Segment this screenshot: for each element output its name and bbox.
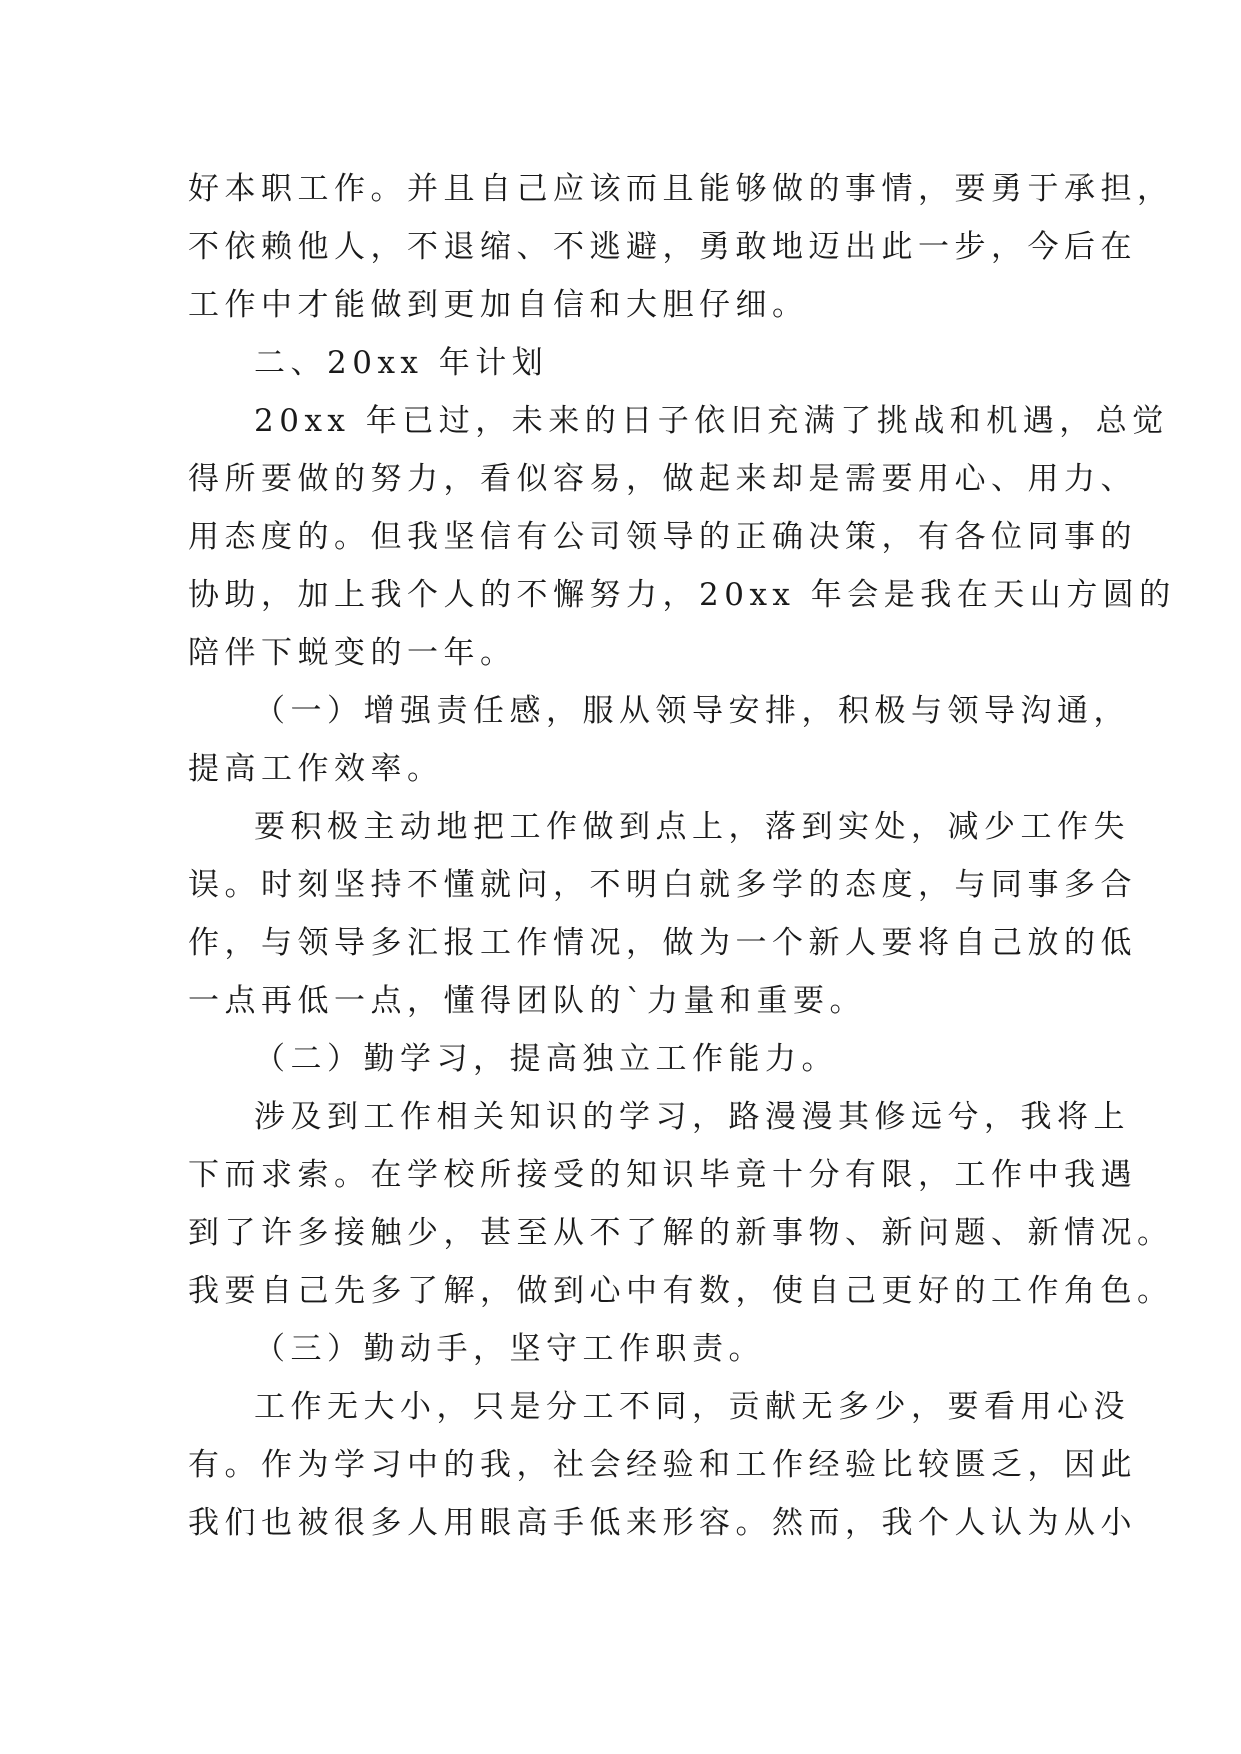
text-line: 下而求索。在学校所接受的知识毕竟十分有限，工作中我遇 [188,1157,1137,1193]
text-line: 20xx 年已过，未来的日子依旧充满了挑战和机遇，总觉 [254,403,1169,439]
text-line: 不依赖他人，不退缩、不逃避，勇敢地迈出此一步，今后在 [188,229,1137,265]
text-line: 到了许多接触少，甚至从不了解的新事物、新问题、新情况。 [188,1215,1174,1251]
document-body [188,160,1176,1552]
text-line: 我要自己先多了解，做到心中有数，使自己更好的工作角色。 [188,1273,1174,1309]
text-line: 工作无大小，只是分工不同，贡献无多少，要看用心没 [254,1389,1130,1425]
text-line: 误。时刻坚持不懂就问，不明白就多学的态度，与同事多合 [188,867,1137,903]
text-line: 我们也被很多人用眼高手低来形容。然而，我个人认为从小 [188,1505,1137,1541]
text-line: 提高工作效率。 [188,751,444,787]
text-line: 陪伴下蜕变的一年。 [188,635,517,671]
text-line: 得所要做的努力，看似容易，做起来却是需要用心、用力、 [188,461,1137,497]
text-line: 二、20xx 年计划 [254,345,549,381]
text-line: 涉及到工作相关知识的学习，路漫漫其修远兮，我将上 [254,1099,1130,1135]
text-line: 要积极主动地把工作做到点上，落到实处，减少工作失 [254,809,1130,845]
text-line: 一点再低一点，懂得团队的`力量和重要。 [188,983,866,1019]
text-line: 工作中才能做到更加自信和大胆仔细。 [188,287,809,323]
text-line: 用态度的。但我坚信有公司领导的正确决策，有各位同事的 [188,519,1137,555]
text-line: （一）增强责任感，服从领导安排，积极与领导沟通， [254,693,1130,729]
text-line: 好本职工作。并且自己应该而且能够做的事情，要勇于承担， [188,171,1174,207]
text-line: （三）勤动手，坚守工作职责。 [254,1331,765,1367]
text-line: （二）勤学习，提高独立工作能力。 [254,1041,838,1077]
text-line: 作，与领导多汇报工作情况，做为一个新人要将自己放的低 [188,925,1137,961]
text-line: 有。作为学习中的我，社会经验和工作经验比较匮乏，因此 [188,1447,1137,1483]
text-line: 协助，加上我个人的不懈努力，20xx 年会是我在天山方圆的 [188,577,1176,613]
